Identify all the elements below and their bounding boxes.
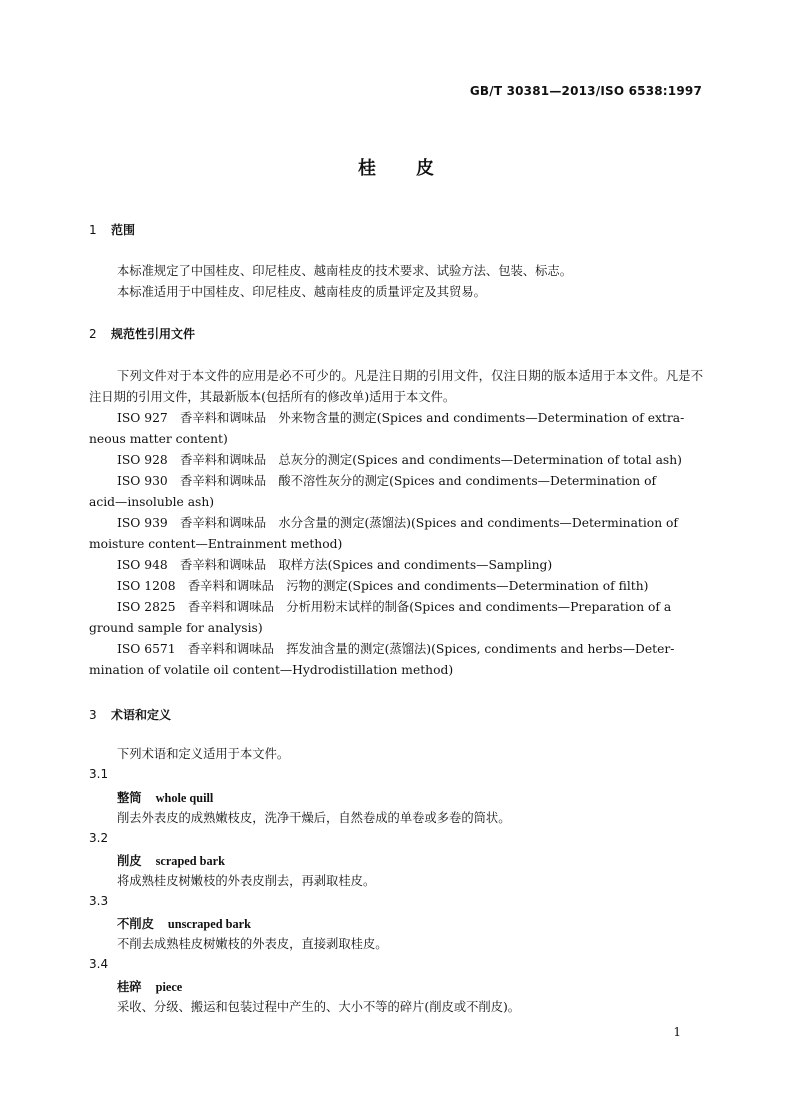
paragraph: 下列术语和定义适用于本文件。 (117, 747, 290, 761)
paragraph: 本标准适用于中国桂皮、印尼桂皮、越南桂皮的质量评定及其贸易。 (117, 285, 486, 299)
reference-line: ISO 948 香辛料和调味品 取样方法(Spices and condiments—Sampling) (117, 558, 553, 572)
term-en: unscraped bark (167, 917, 251, 931)
term-heading (117, 914, 251, 932)
section-heading (89, 325, 195, 342)
section-title: 范围 (111, 223, 136, 237)
paragraph: 本标准规定了中国桂皮、印尼桂皮、越南桂皮的技术要求、试验方法、包装、标志。 (117, 264, 572, 278)
term-en: whole quill (155, 791, 214, 805)
reference-line: ISO 930 香辛料和调味品 酸不溶性灰分的测定(Spices and condiments—Determination of (117, 474, 657, 488)
term-number: 3.4 (89, 957, 109, 971)
section-number: 1 (89, 223, 97, 237)
section-title: 术语和定义 (111, 708, 172, 722)
reference-line: mination of volatile oil content—Hydrodistillation method) (89, 663, 454, 677)
section-heading (89, 706, 171, 723)
term-zh: 桂碎 (117, 979, 142, 994)
section-title: 规范性引用文件 (111, 327, 196, 341)
term-heading (117, 851, 225, 869)
reference-line: ISO 939 香辛料和调味品 水分含量的测定(蒸馏法)(Spices and condiments—Determination of (117, 516, 678, 530)
paragraph: 下列文件对于本文件的应用是必不可少的。凡是注日期的引用文件，仅注日期的版本适用于本文件。凡是不注日期的引用文件，其最新版本(包括所有的修改单)适用于本文件。 (89, 369, 703, 404)
term-zh: 削皮 (117, 853, 142, 868)
section-number: 2 (89, 327, 97, 341)
page-title: 桂皮 (358, 158, 474, 179)
reference-line: ISO 6571 香辛料和调味品 挥发油含量的测定(蒸馏法)(Spices, condiments and herbs—Deter- (117, 642, 675, 656)
reference-line: moisture content—Entrainment method) (89, 537, 343, 551)
term-zh: 整筒 (117, 790, 142, 805)
page-number: 1 (673, 1025, 681, 1039)
term-number: 3.1 (89, 767, 109, 781)
term-heading (117, 977, 182, 995)
reference-line: acid—insoluble ash) (89, 495, 215, 509)
term-definition: 采收、分级、搬运和包装过程中产生的、大小不等的碎片(削皮或不削皮)。 (117, 1000, 521, 1014)
term-en: scraped bark (155, 854, 225, 868)
section-heading (89, 221, 135, 238)
reference-line: ISO 1208 香辛料和调味品 污物的测定(Spices and condiments—Determination of filth) (117, 579, 649, 593)
reference-line: ISO 928 香辛料和调味品 总灰分的测定(Spices and condiments—Determination of total ash) (117, 453, 682, 467)
reference-line: ground sample for analysis) (89, 621, 263, 635)
term-heading (117, 788, 213, 806)
term-definition: 不削去成熟桂皮树嫩枝的外表皮，直接剥取桂皮。 (117, 937, 388, 951)
term-definition: 将成熟桂皮树嫩枝的外表皮削去，再剥取桂皮。 (117, 874, 376, 888)
term-zh: 不削皮 (117, 916, 154, 931)
term-number: 3.3 (89, 894, 109, 908)
reference-line: ISO 2825 香辛料和调味品 分析用粉末试样的制备(Spices and condiments—Preparation of a (117, 600, 672, 614)
standard-number: GB/T 30381—2013/ISO 6538:1997 (469, 84, 702, 98)
term-en: piece (155, 980, 183, 994)
reference-line: neous matter content) (89, 432, 228, 446)
reference-line: ISO 927 香辛料和调味品 外来物含量的测定(Spices and condiments—Determination of extra- (117, 411, 685, 425)
section-number: 3 (89, 708, 97, 722)
term-number: 3.2 (89, 831, 109, 845)
term-definition: 削去外表皮的成熟嫩枝皮，洗净干燥后，自然卷成的单卷或多卷的筒状。 (117, 811, 511, 825)
